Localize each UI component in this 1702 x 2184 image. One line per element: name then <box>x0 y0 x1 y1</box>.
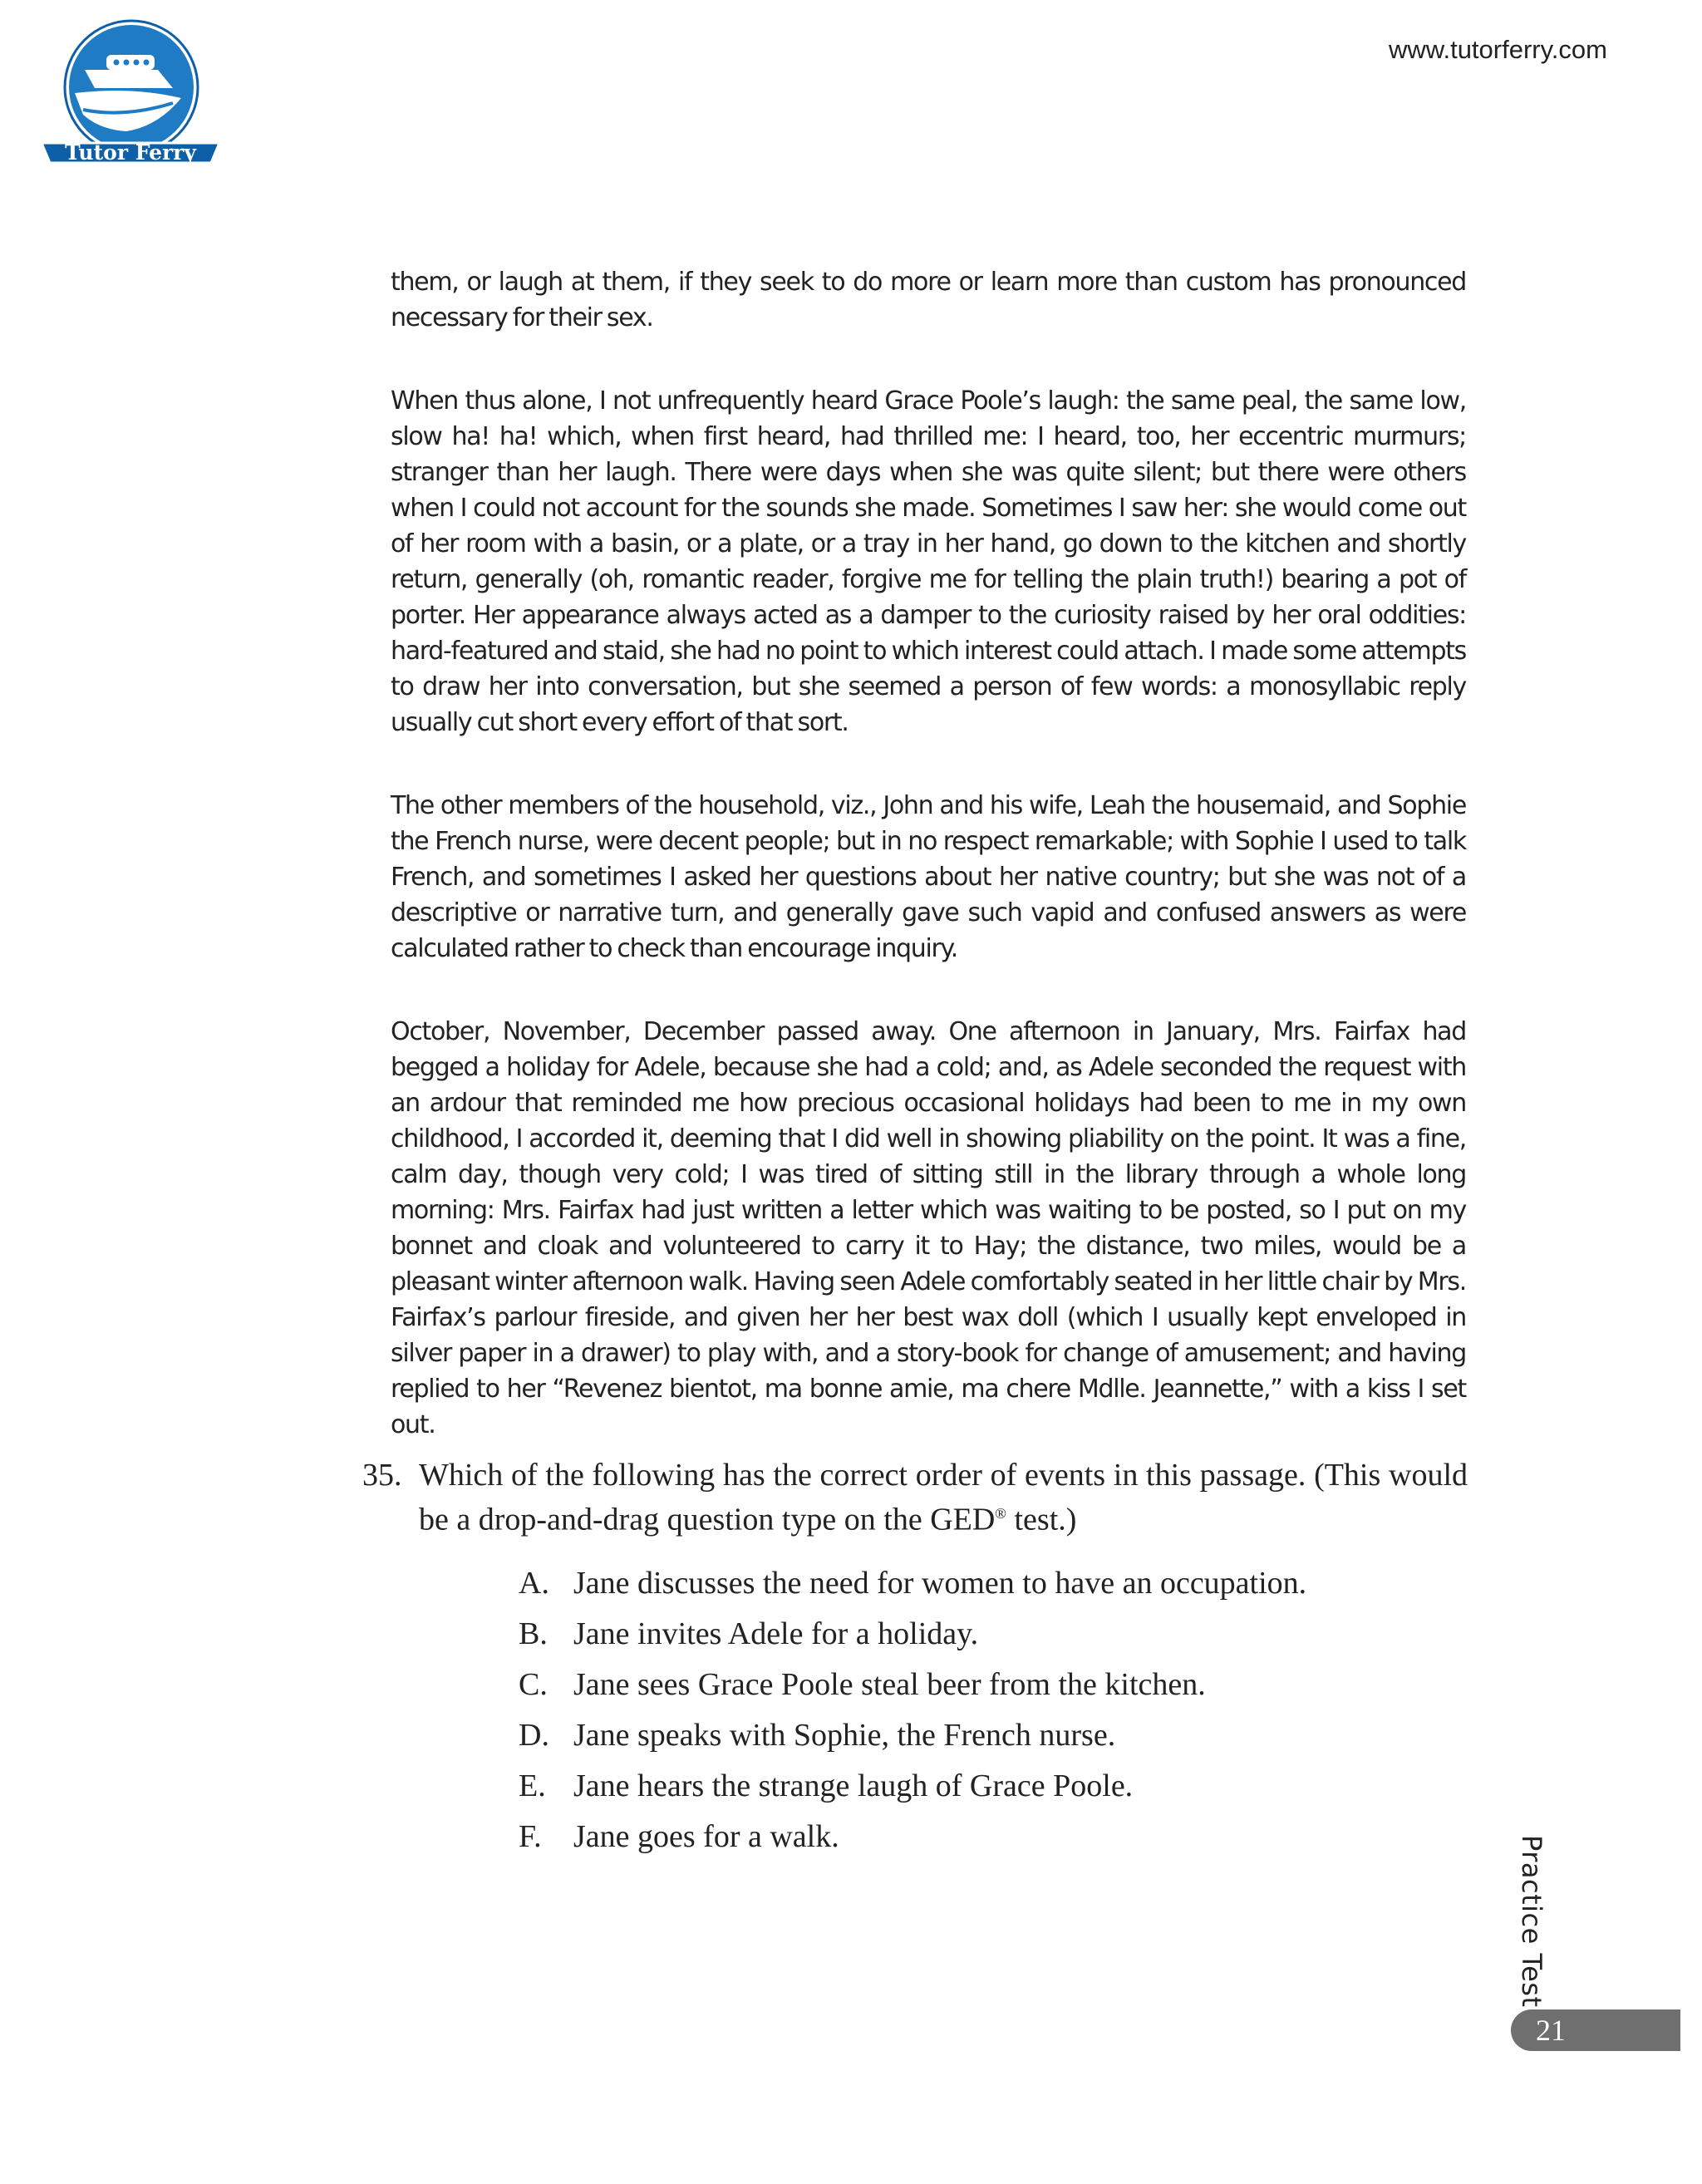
passage-paragraph: The other members of the household, viz., John and his wife, Leah the housemaid, and Sophie the French nurse, were decent people; but in no respect remarkable; with Sophie I used to talk French, and sometimes I asked her questions about her native country; but she was not of a descriptive or narrative turn, and generally gave such vapid and confused answers as were calculated rather to check than encourage inquiry. <box>391 791 1466 963</box>
option-c[interactable] <box>519 1665 1468 1716</box>
site-url[interactable]: www.tutorferry.com <box>1389 35 1607 64</box>
option-b[interactable] <box>519 1615 1468 1665</box>
passage-paragraph: October, November, December passed away. One afternoon in January, Mrs. Fairfax had begged a holiday for Adele, because she had a cold; and, as Adele seconded the request with an ardour that reminded me how precious occasional holidays had been to me in my own childhood, I accorded it, deeming that I did well in showing pliability on the point. It was a fine, calm day, though very cold; I was tired of sitting still in the library through a whole long morning: Mrs. Fairfax had just written a letter which was waiting to be posted, so I put on my bonnet and cloak and volunteered to carry it to Hay; the distance, two miles, would be a pleasant winter afternoon walk. Having seen Adele comfortably seated in her little chair by Mrs. Fairfax’s parlour fireside, and given her her best wax doll (which I usually kept enveloped in silver paper in a drawer) to play with, and a story-book for change of amusement; and having replied to her “Revenez bientot, ma bonne amie, ma chere Mdlle. Jeannette,” with a kiss I set out. <box>391 1017 1466 1439</box>
option-text: Jane sees Grace Poole steal beer from the kitchen. <box>573 1666 1206 1702</box>
logo-wordmark: Tutor Ferry <box>65 140 196 165</box>
answer-options <box>519 1564 1468 1868</box>
option-f[interactable] <box>519 1818 1468 1868</box>
passage-paragraph: them, or laugh at them, if they seek to do more or learn more than custom has pronounced necessary for their sex. <box>391 268 1466 332</box>
option-letter: C. <box>519 1666 548 1702</box>
registered-mark: ® <box>995 1505 1006 1522</box>
question-number: 35. <box>362 1458 402 1493</box>
option-a[interactable] <box>519 1564 1468 1615</box>
passage-paragraph: When thus alone, I not unfrequently heard Grace Poole’s laugh: the same peal, the same low, slow ha! ha! which, when first heard, had thrilled me: I heard, too, her eccentric murmurs; stranger than her laugh. There were days when she was quite silent; but there were others when I could not account for the sounds she made. Sometimes I saw her: she would come out of her room with a basin, or a plate, or a tray in her hand, go down to the kitchen and shortly return, generally (oh, romantic reader, forgive me for telling the plain truth!) bearing a pot of porter. Her appearance always acted as a damper to the curiosity raised by her oral oddities: hard-featured and staid, she had no point to which interest could attach. I made some attempts to draw her into conversation, but she seemed a person of few words: a monosyllabic reply usually cut short every effort of that sort. <box>391 386 1466 737</box>
option-e[interactable] <box>519 1767 1468 1818</box>
question-text-end: test.) <box>1006 1502 1077 1537</box>
section-label: Practice Test <box>1516 1835 1547 2008</box>
question-text: Which of the following has the correct order of events in this passage. (This would be a drop-and-drag question type on the GED <box>419 1458 1468 1537</box>
option-text: Jane invites Adele for a holiday. <box>573 1616 979 1651</box>
option-letter: B. <box>519 1616 548 1651</box>
option-text: Jane discusses the need for women to have an occupation. <box>573 1565 1307 1601</box>
reading-passage <box>391 264 1466 1490</box>
option-text: Jane hears the strange laugh of Grace Poole. <box>573 1768 1134 1803</box>
page-number: 21 <box>1536 2014 1566 2047</box>
question-35 <box>362 1456 1468 1868</box>
option-d[interactable] <box>519 1716 1468 1767</box>
option-text: Jane goes for a walk. <box>573 1818 839 1854</box>
option-letter: A. <box>519 1565 549 1601</box>
page-number-tab <box>1511 2009 1680 2051</box>
option-letter: F. <box>519 1818 542 1854</box>
question-stem <box>362 1456 1468 1539</box>
tutor-ferry-logo <box>33 17 224 175</box>
option-text: Jane speaks with Sophie, the French nurse. <box>573 1717 1116 1753</box>
option-letter: D. <box>519 1717 549 1753</box>
option-letter: E. <box>519 1768 546 1803</box>
